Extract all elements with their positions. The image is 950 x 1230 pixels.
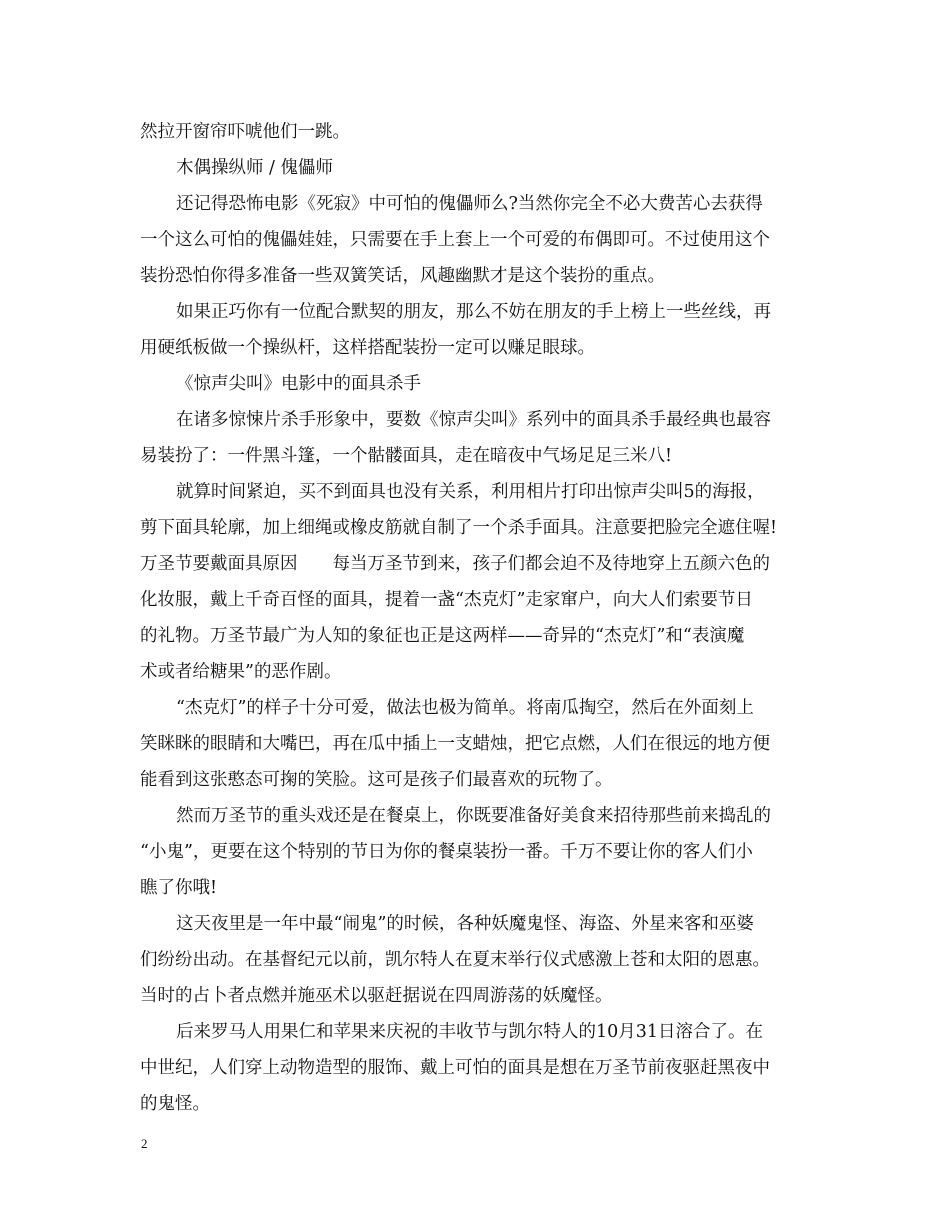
text-line: 们纷纷出动。在基督纪元以前，凯尔特人在夏末举行仪式感激上苍和太阳的恩惠。 bbox=[140, 950, 770, 970]
text-line: 《惊声尖叫》电影中的面具杀手 bbox=[176, 374, 421, 394]
page-number: 2 bbox=[141, 1136, 148, 1151]
text-line: 然拉开窗帘吓唬他们一跳。 bbox=[140, 122, 350, 142]
text-line: 然而万圣节的重头戏还是在餐桌上，你既要准备好美食来招待那些前来捣乱的 bbox=[176, 806, 771, 826]
text-line: 当时的占卜者点燃并施巫术以驱赶据说在四周游荡的妖魔怪。 bbox=[140, 986, 613, 1006]
text-line: 化妆服，戴上千奇百怪的面具，提着一盏“杰克灯”走家窜户，向大人们索要节日 bbox=[140, 590, 753, 610]
text-line: 这天夜里是一年中最“闹鬼”的时候，各种妖魔鬼怪、海盗、外星来客和巫婆 bbox=[176, 914, 754, 934]
text-line: 用硬纸板做一个操纵杆，这样搭配装扮一定可以赚足眼球。 bbox=[140, 338, 595, 358]
text-line: 的礼物。万圣节最广为人知的象征也正是这两样——奇异的“杰克灯”和“表演魔 bbox=[140, 626, 745, 646]
text-line: 还记得恐怖电影《死寂》中可怕的傀儡师么?当然你完全不必大费苦心去获得 bbox=[176, 194, 763, 214]
text-line: 木偶操纵师 / 傀儡师 bbox=[176, 158, 334, 178]
body-text bbox=[140, 114, 816, 1122]
text-line: “小鬼”，更要在这个特别的节日为你的餐桌装扮一番。千万不要让你的客人们小 bbox=[140, 842, 753, 862]
text-line: 瞧了你哦! bbox=[140, 878, 218, 898]
text-line: 易装扮了：一件黑斗篷，一个骷髅面具，走在暗夜中气场足足三米八! bbox=[140, 446, 673, 466]
text-line: 能看到这张憨态可掬的笑脸。这可是孩子们最喜欢的玩物了。 bbox=[140, 770, 613, 790]
text-line: 中世纪，人们穿上动物造型的服饰、戴上可怕的面具是想在万圣节前夜驱赶黑夜中 bbox=[140, 1058, 770, 1078]
text-line: “杰克灯”的样子十分可爱，做法也极为简单。将南瓜掏空，然后在外面刻上 bbox=[176, 698, 754, 718]
text-line: 笑眯眯的眼睛和大嘴巴，再在瓜中插上一支蜡烛，把它点燃，人们在很远的地方便 bbox=[140, 734, 770, 754]
text-line: 万圣节要戴面具原因 每当万圣节到来，孩子们都会迫不及待地穿上五颜六色的 bbox=[140, 554, 770, 574]
text-line: 后来罗马人用果仁和苹果来庆祝的丰收节与凯尔特人的10月31日溶合了。在 bbox=[176, 1022, 764, 1042]
text-line: 如果正巧你有一位配合默契的朋友，那么不妨在朋友的手上榜上一些丝线，再 bbox=[176, 302, 771, 322]
text-line: 装扮恐怕你得多准备一些双簧笑话，风趣幽默才是这个装扮的重点。 bbox=[140, 266, 665, 286]
text-line: 在诸多惊悚片杀手形象中，要数《惊声尖叫》系列中的面具杀手最经典也最容 bbox=[176, 410, 771, 430]
text-line: 的鬼怪。 bbox=[140, 1094, 210, 1114]
text-line: 术或者给糖果”的恶作剧。 bbox=[140, 662, 342, 682]
text-line: 就算时间紧迫，买不到面具也没有关系，利用相片打印出惊声尖叫5的海报， bbox=[176, 482, 765, 502]
text-line: 一个这么可怕的傀儡娃娃，只需要在手上套上一个可爱的布偶即可。不过使用这个 bbox=[140, 230, 770, 250]
text-line: 剪下面具轮廓，加上细绳或橡皮筋就自制了一个杀手面具。注意要把脸完全遮住喔! bbox=[140, 518, 778, 538]
